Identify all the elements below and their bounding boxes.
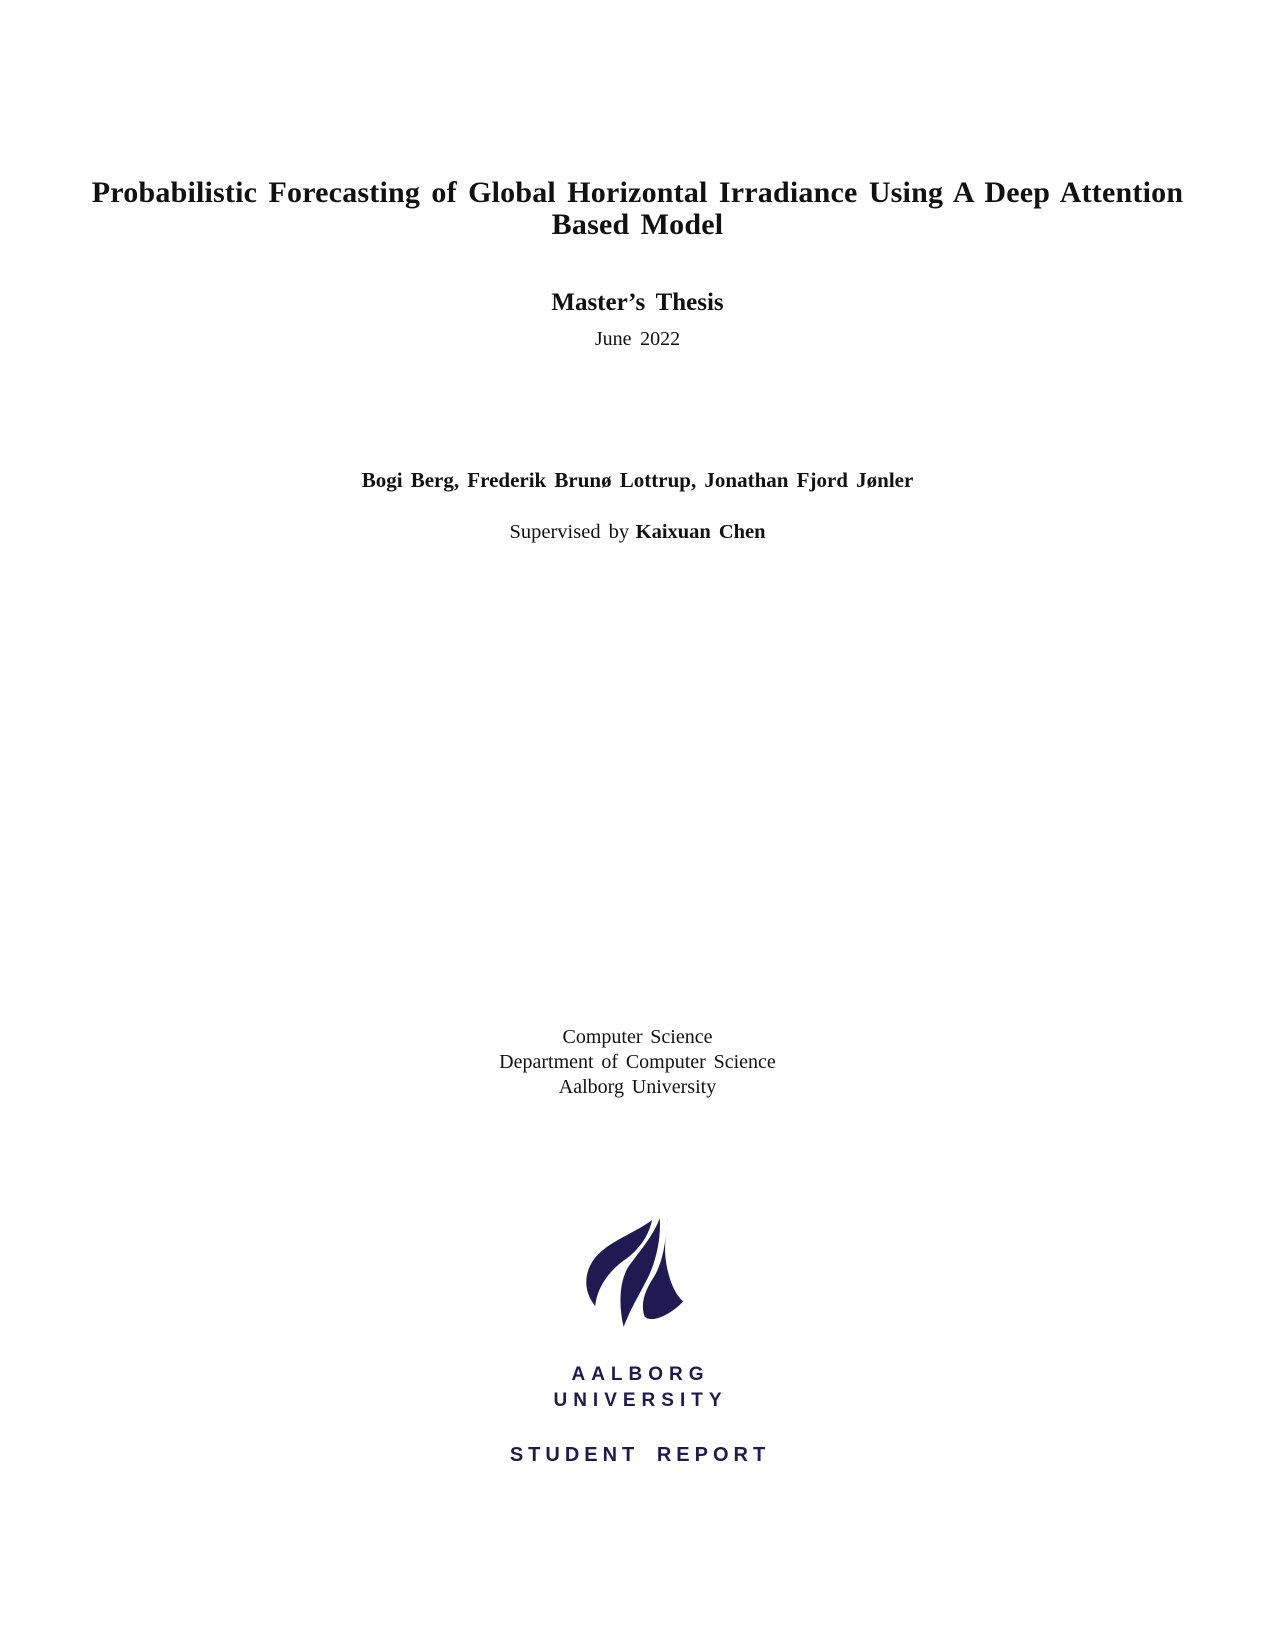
supervisor-name: Kaixuan Chen bbox=[635, 521, 766, 543]
aalborg-university-swirl-icon bbox=[582, 1216, 688, 1330]
affiliation-block bbox=[0, 1025, 1275, 1100]
university-name: Aalborg University bbox=[558, 1076, 717, 1098]
thesis-date: June 2022 bbox=[594, 328, 681, 350]
logo-wordmark bbox=[0, 1362, 1275, 1414]
logo-wordmark-university: UNIVERSITY bbox=[553, 1390, 728, 1411]
title-line-2: Based Model bbox=[551, 208, 724, 241]
supervision-line bbox=[0, 520, 1275, 545]
supervised-by-label: Supervised by bbox=[509, 521, 630, 543]
student-report-label: STUDENT REPORT bbox=[509, 1444, 771, 1466]
program-name: Computer Science bbox=[562, 1026, 713, 1048]
page-title bbox=[0, 177, 1275, 241]
logo-wordmark-aalborg: AALBORG bbox=[571, 1364, 710, 1385]
authors-line: Bogi Berg, Frederik Brunø Lottrup, Jonathan Fjord Jønler bbox=[361, 468, 914, 492]
thesis-type-label: Master’s Thesis bbox=[551, 289, 724, 316]
title-line-1: Probabilistic Forecasting of Global Horizontal Irradiance Using A Deep Attention bbox=[91, 176, 1184, 209]
department-name: Department of Computer Science bbox=[499, 1051, 776, 1073]
